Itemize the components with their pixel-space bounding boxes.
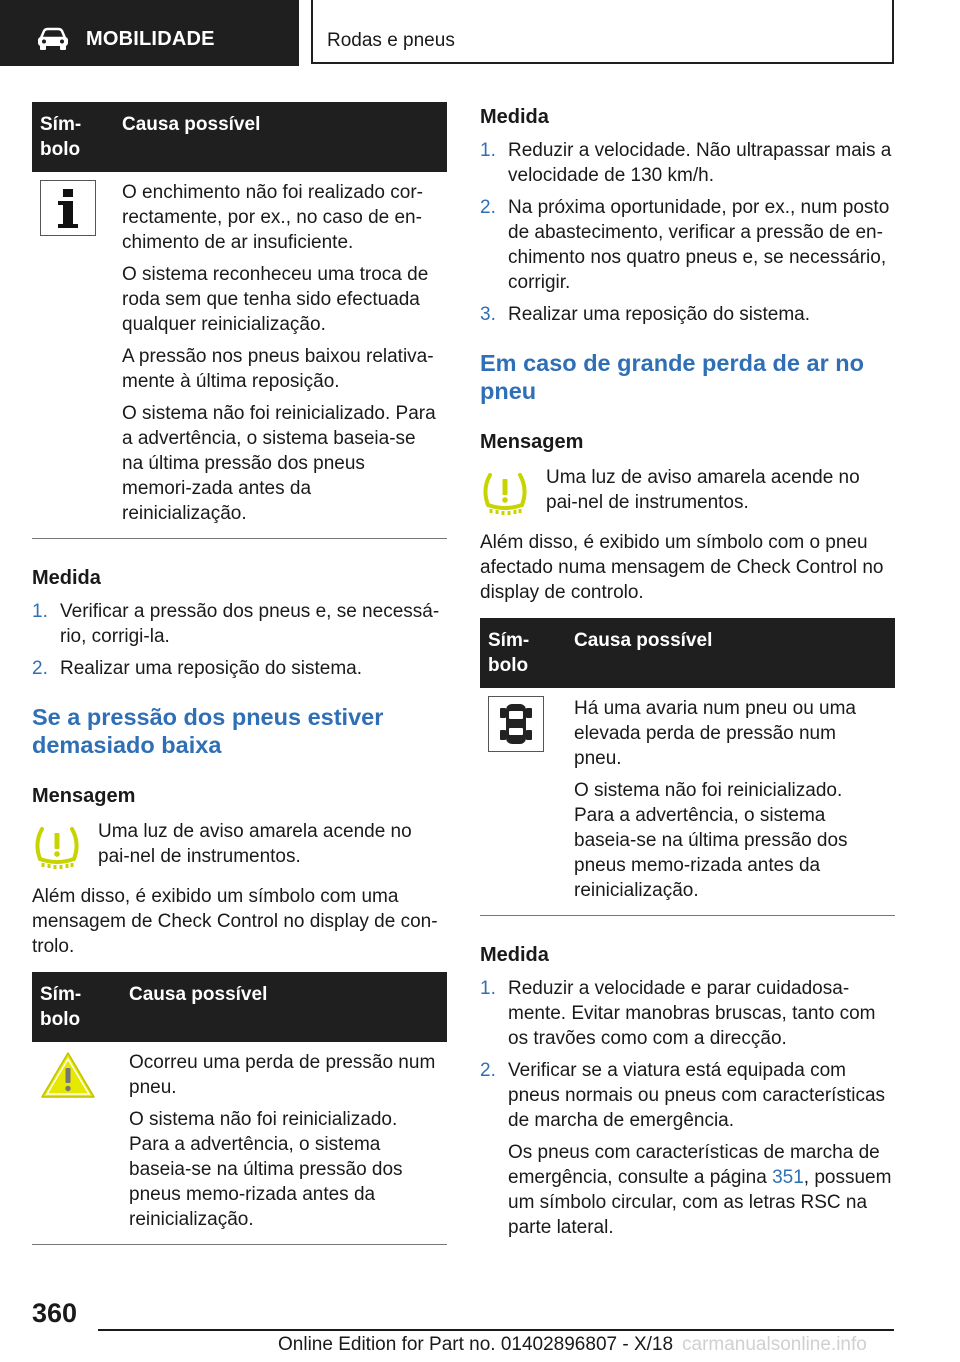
chapter-title: Rodas e pneus <box>327 30 455 51</box>
medida-steps <box>480 976 895 1240</box>
medida-steps <box>32 599 447 681</box>
section-title: MOBILIDADE <box>86 28 215 50</box>
body-text: Além disso, é exibido um símbolo com o pneu afectado numa mensagem de Check Control no display de controlo. <box>480 532 884 603</box>
symbol-cell <box>32 172 114 539</box>
cause-text: Há uma avaria num pneu ou uma elevada perda de pressão num pneu. <box>574 698 856 769</box>
cause-cell <box>566 688 895 916</box>
symbol-cell <box>32 1042 121 1245</box>
step-number: 2. <box>32 658 48 679</box>
step-item <box>480 302 895 327</box>
step-text: Verificar a pressão dos pneus e, se necessá-rio, corrigi-la. <box>60 601 440 647</box>
medida-block <box>480 102 895 327</box>
mensagem-row <box>32 819 447 874</box>
cause-text: O sistema não foi reinicializado. Para a advertência, o sistema baseia-se na última pressão dos pneus memori-zada antes da reinicialização. <box>122 403 436 524</box>
page-reference-link[interactable]: 351 <box>772 1167 804 1188</box>
cause-header: Causa possível <box>114 102 447 172</box>
car-front-icon <box>36 27 70 51</box>
step-number: 1. <box>480 140 496 161</box>
step-subtext-part: Os pneus com características de marcha de emergência, consulte a página <box>508 1142 880 1188</box>
step-text: Reduzir a velocidade e parar cuidadosa-mente. Evitar manobras bruscas, tanto com os travões como com a direcção. <box>508 978 876 1049</box>
medida-steps <box>480 138 895 327</box>
step-number: 3. <box>480 304 496 325</box>
step-text: Realizar uma reposição do sistema. <box>508 304 811 325</box>
symbol-table-info <box>32 102 447 539</box>
symbol-header: Sím-bolo <box>32 972 121 1042</box>
info-icon <box>40 180 96 236</box>
mensagem-title: Mensagem <box>32 785 136 807</box>
section-heading: Em caso de grande perda de ar no pneu <box>480 350 864 404</box>
step-item <box>32 599 447 649</box>
car-tires-icon <box>488 696 544 752</box>
step-text: Verificar se a viatura está equipada com pneus normais ou pneus com características de marcha de emergência. <box>508 1060 886 1131</box>
cause-text: O sistema não foi reinicializado. Para a advertência, o sistema baseia-se na última pressão dos pneus memo-rizada antes da reinicialização. <box>129 1109 403 1230</box>
mensagem-title: Mensagem <box>480 431 584 453</box>
medida-block <box>480 942 895 1240</box>
mensagem-text: Uma luz de aviso amarela acende no pai-nel de instrumentos. <box>98 821 412 867</box>
cause-text: Ocorreu uma perda de pressão num pneu. <box>129 1052 436 1098</box>
medida-title: Medida <box>480 944 549 966</box>
step-number: 2. <box>480 197 496 218</box>
step-item <box>32 656 447 681</box>
medida-title: Medida <box>32 567 101 589</box>
step-item <box>480 1058 895 1240</box>
section-heading: Se a pressão dos pneus estiver demasiado baixa <box>32 704 384 758</box>
body-text: Além disso, é exibido um símbolo com uma mensagem de Check Control no display de con-trolo. <box>32 886 438 957</box>
step-number: 1. <box>32 601 48 622</box>
left-column <box>32 102 447 1245</box>
edition-text: Online Edition for Part no. 01402896807 - X/18 <box>278 1334 674 1355</box>
cause-header: Causa possível <box>566 618 895 688</box>
step-item <box>480 138 895 188</box>
cause-cell <box>121 1042 447 1245</box>
cause-text: A pressão nos pneus baixou relativa-mente à última reposição. <box>122 346 434 392</box>
step-text: Reduzir a velocidade. Não ultrapassar mais a velocidade de 130 km/h. <box>508 140 892 186</box>
symbol-table-warning <box>32 972 447 1245</box>
warning-triangle-icon <box>40 1050 96 1100</box>
symbol-header: Sím-bolo <box>480 618 566 688</box>
medida-block <box>32 565 447 681</box>
cause-cell <box>114 172 447 539</box>
chapter-box <box>311 0 894 64</box>
cause-header: Causa possível <box>121 972 447 1042</box>
step-number: 1. <box>480 978 496 999</box>
footer-rule <box>98 1329 894 1331</box>
cause-text: O sistema não foi reinicializado. Para a advertência, o sistema baseia-se na última pressão dos pneus memo-rizada antes da reinicialização. <box>574 780 848 901</box>
step-item <box>480 195 895 295</box>
step-text: Na próxima oportunidade, por ex., num posto de abastecimento, verificar a pressão de en-chimento nos quatro pneus e, se necessário, corrigir. <box>508 197 890 293</box>
medida-title: Medida <box>480 106 549 128</box>
step-number: 2. <box>480 1060 496 1081</box>
tire-pressure-warning-icon <box>480 471 530 515</box>
mensagem-row <box>480 465 895 520</box>
cause-text: O sistema reconheceu uma troca de roda sem que tenha sido efectuada qualquer reinicialização. <box>122 264 429 335</box>
step-item <box>480 976 895 1051</box>
step-subtext-part: , possuem um símbolo circular, com as letras RSC na parte lateral. <box>508 1167 892 1238</box>
right-column <box>480 102 895 1247</box>
cause-text: O enchimento não foi realizado cor-rectamente, por ex., no caso de en-chimento de ar insuficiente. <box>122 182 423 253</box>
tire-pressure-warning-icon <box>32 825 82 869</box>
symbol-header: Sím-bolo <box>32 102 114 172</box>
symbol-table-car <box>480 618 895 916</box>
step-text: Realizar uma reposição do sistema. <box>60 658 363 679</box>
watermark: carmanualsonline.info <box>682 1334 867 1355</box>
section-tab <box>0 0 299 66</box>
symbol-cell <box>480 688 566 916</box>
step-subtext <box>508 1140 895 1240</box>
mensagem-text: Uma luz de aviso amarela acende no pai-nel de instrumentos. <box>546 467 860 513</box>
page-number: 360 <box>32 1298 78 1328</box>
